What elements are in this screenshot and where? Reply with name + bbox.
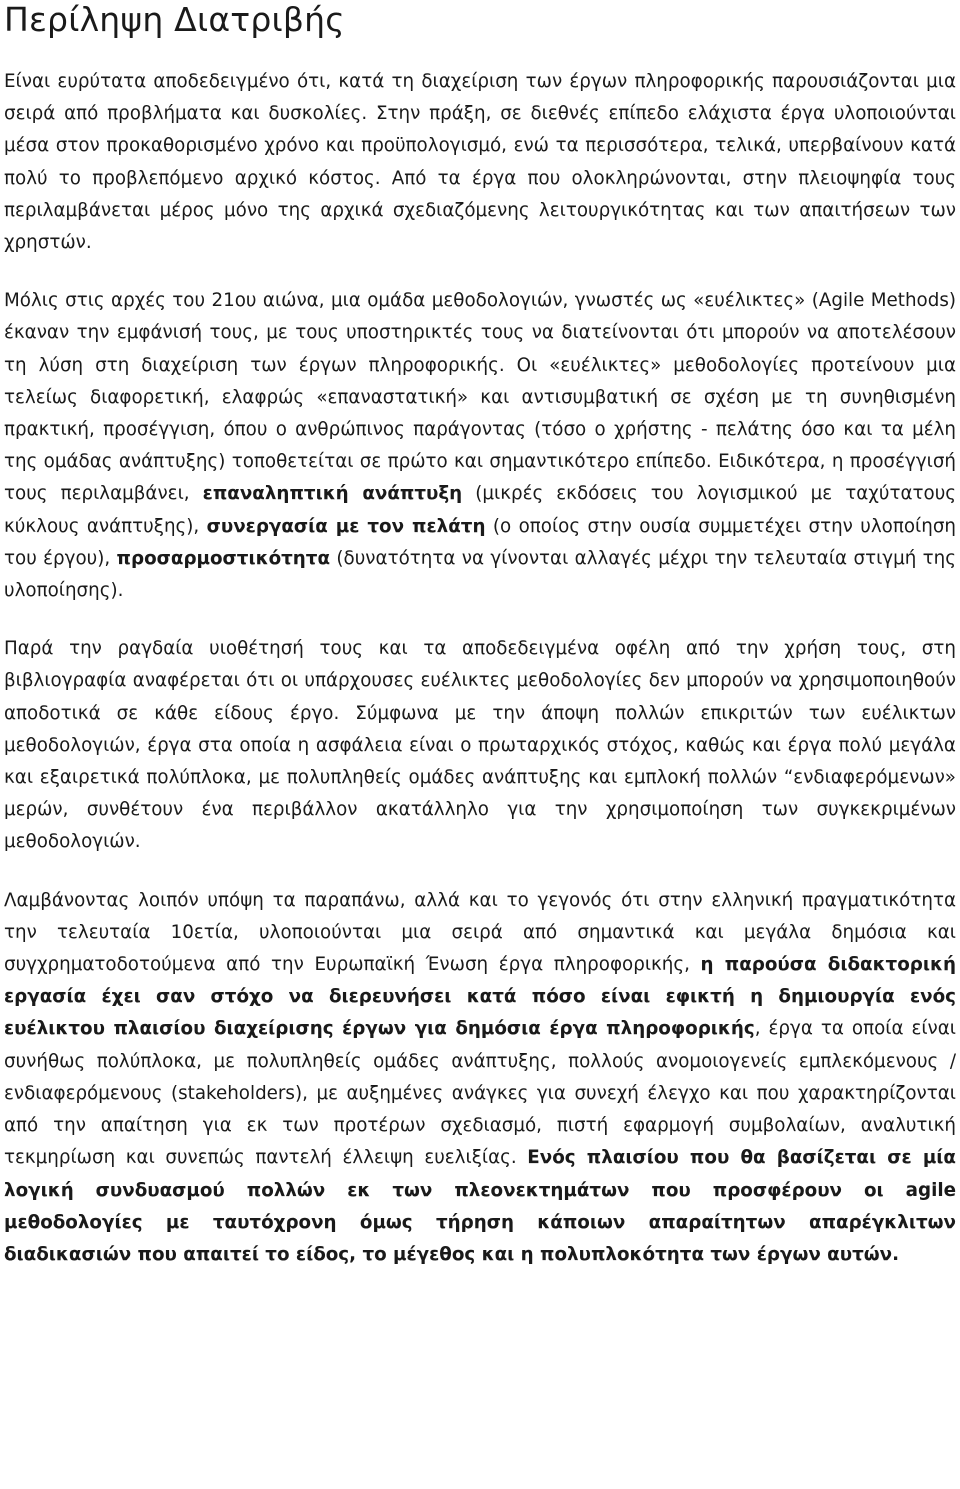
- bold-customer-collaboration: συνεργασία με τον πελάτη: [206, 515, 486, 537]
- bold-thesis-goal: η παρούσα διδακτορική εργασία έχει σαν στόχο να διερευνήσει κατά πόσο είναι εφικτή η δημιουργία ενός ευέλικτου πλαισίου διαχείρισης έργων για δημόσια έργα πληροφορικής: [4, 954, 956, 1040]
- paragraph-4-text-a: Λαμβάνοντας λοιπόν υπόψη τα παραπάνω, αλλά και το γεγονός ότι στην ελληνική πραγματικότητα την τελευταία 10ετία, υλοποιούνται μια σειρά από σημαντικά και μεγάλα δημόσια και συγχρηματοδοτούμενα από την Ευρωπαϊκή Ένωση έργα πληροφορικής,: [4, 889, 956, 976]
- bold-adaptability: προσαρμοστικότητα: [116, 547, 331, 569]
- paragraph-2-text-a: Μόλις στις αρχές του 21ου αιώνα, μια ομάδα μεθοδολογιών, γνωστές ως «ευέλικτες» (Agile Methods) έκαναν την εμφάνισή τους, με τους υποστηρικτές τους να διατείνονται ότι μπορούν να αποτελέσουν τη λύση στη διαχείριση των έργων πληροφορικής. Οι «ευέλικτες» μεθοδολογίες προτείνουν μια τελείως διαφορετική, ελαφρώς «επαναστατική» και αντισυμβατική σε σχέση με τη συνηθισμένη πρακτική, προσέγγιση, όπου ο ανθρώπινος παράγοντας (τόσο ο χρήστης - πελάτης όσο και τα μέλη της ομάδας ανάπτυξης) τοποθετείται σε πρώτο και σημαντικότερο επίπεδο. Ειδικότερα, η προσέγγισή τους περιλαμβάνει,: [4, 290, 956, 505]
- paragraph-4-text-b: , έργα τα οποία είναι συνήθως πολύπλοκα, με πολυπληθείς ομάδες ανάπτυξης, πολλούς ανομοιογενείς εμπλεκόμενους / ενδιαφερόμενους (stakeholders), με αυξημένες ανάγκες για συνεχή έλεγχο και που χαρακτηρίζονται από την απαίτηση για εκ των προτέρων σχεδιασμό, πιστή εφαρμογή συμβολαίων, αναλυτική τεκμηρίωση και συνεπώς παντελή έλλειψη ευελιξίας.: [4, 1018, 956, 1169]
- paragraph-4: [4, 885, 956, 1271]
- paragraph-3-text: Παρά την ραγδαία υιοθέτησή τους και τα αποδεδειγμένα οφέλη από την χρήση τους, στη βιβλιογραφία αναφέρεται ότι οι υπάρχουσες ευέλικτες μεθοδολογίες δεν μπορούν να χρησιμοποιηθούν αποδοτικά σε κάθε είδους έργο. Σύμφωνα με την άποψη πολλών επικριτών των ευέλικτων μεθοδολογιών, έργα στα οποία η ασφάλεια είναι ο πρωταρχικός στόχος, καθώς και έργα πολύ μεγάλα και εξαιρετικά πολύπλοκα, με πολυπληθείς ομάδες ανάπτυξης και εμπλοκή πολλών “ενδιαφερόμενων» μερών, συνθέτουν ένα περιβάλλον ακατάλληλο για την χρησιμοποίηση των συγκεκριμένων μεθοδολογιών.: [4, 638, 956, 853]
- paragraph-2-text-c: (ο οποίος στην ουσία συμμετέχει στην υλοποίηση του έργου),: [4, 515, 956, 569]
- bold-framework-description: Ενός πλαισίου που θα βασίζεται σε μία λογική συνδυασμού πολλών εκ των πλεονεκτημάτων που προσφέρουν οι agile μεθοδολογίες με ταυτόχρονη όμως τήρηση κάποιων απαραίτητων απαρέγκλιτων διαδικασιών που απαιτεί το είδος, το μέγεθος και η πολυπλοκότητα των έργων αυτών.: [4, 1147, 956, 1265]
- document-page: [4, 0, 956, 1271]
- paragraph-3: [4, 633, 956, 858]
- page-title: Περίληψη Διατριβής: [4, 0, 345, 39]
- paragraph-2: [4, 285, 956, 607]
- paragraph-1-text: Είναι ευρύτατα αποδεδειγμένο ότι, κατά τη διαχείριση των έργων πληροφορικής παρουσιάζονται μια σειρά από προβλήματα και δυσκολίες. Στην πράξη, σε διεθνές επίπεδο ελάχιστα έργα υλοποιούνται μέσα στον προκαθορισμένο χρόνο και προϋπολογισμό, ενώ τα περισσότερα, τελικά, υπερβαίνουν κατά πολύ το προβλεπόμενο αρχικό κόστος. Από τα έργα που ολοκληρώνονται, στην πλειοψηφία τους περιλαμβάνεται μέρος μόνο της αρχικά σχεδιαζόμενης λειτουργικότητας και των απαιτήσεων των χρηστών.: [4, 71, 956, 254]
- paragraph-2-text-d: (δυνατότητα να γίνονται αλλαγές μέχρι την τελευταία στιγμή της υλοποίησης).: [4, 547, 956, 602]
- paragraph-2-text-b: (μικρές εκδόσεις του λογισμικού με ταχύτατους κύκλους ανάπτυξης),: [4, 483, 957, 537]
- bold-iterative-development: επαναληπτική ανάπτυξη: [202, 483, 463, 505]
- paragraph-1: [4, 66, 956, 259]
